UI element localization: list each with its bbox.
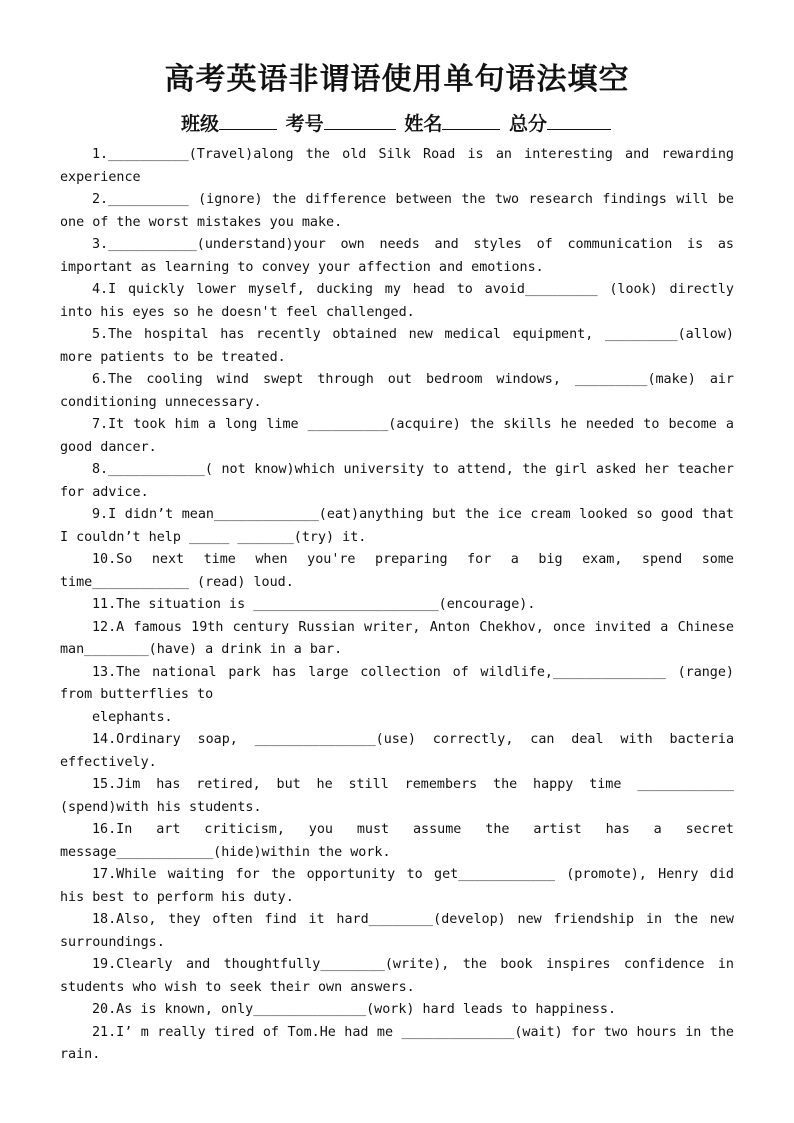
question-3: 3.___________(understand)your own needs and styles of communication is as important as learning to convey your affection and emotions. — [60, 237, 734, 275]
page-title: 高考英语非谓语使用单句语法填空 — [164, 62, 630, 97]
question-12: 12.A famous 19th century Russian writer, Anton Chekhov, once invited a Chinese man________(have) a drink in a bar. — [60, 619, 734, 657]
question-20: 20.As is known, only______________(work) hard leads to happiness. — [92, 1002, 617, 1017]
score-blank — [547, 111, 611, 130]
question-17: 17.While waiting for the opportunity to get____________ (promote), Henry did his best to perform his duty. — [60, 867, 734, 905]
question-13: 13.The national park has large collection of wildlife,______________ (range) from butterflies to — [60, 664, 734, 702]
name-blank — [442, 111, 500, 130]
number-label: 考号 — [285, 113, 324, 135]
question-4: 4.I quickly lower myself, ducking my head to avoid_________ (look) directly into his eyes so he doesn't feel challenged. — [60, 282, 734, 320]
question-11: 11.The situation is _______________________(encourage). — [92, 597, 536, 612]
question-16: 16.In art criticism, you must assume the artist has a secret message____________(hide)within the work. — [60, 822, 734, 860]
class-blank — [219, 111, 277, 130]
worksheet-page — [60, 60, 734, 1067]
question-7: 7.It took him a long lime __________(acquire) the skills he needed to become a good dancer. — [60, 417, 734, 455]
question-14: 14.Ordinary soap, _______________(use) correctly, can deal with bacteria effectively. — [60, 732, 734, 770]
question-15: 15.Jim has retired, but he still remembers the happy time ____________ (spend)with his students. — [60, 777, 734, 815]
question-21: 21.I’ m really tired of Tom.He had me ______________(wait) for two hours in the rain. — [60, 1024, 734, 1062]
name-label: 姓名 — [404, 113, 443, 135]
question-18: 18.Also, they often find it hard________(develop) new friendship in the new surroundings. — [60, 912, 734, 950]
student-info-line — [60, 110, 734, 138]
question-1: 1.__________(Travel)along the old Silk Road is an interesting and rewarding experience — [60, 147, 734, 185]
question-10: 10.So next time when you're preparing for a big exam, spend some time____________ (read) loud. — [60, 552, 734, 590]
question-8: 8.____________( not know)which university to attend, the girl asked her teacher for advice. — [60, 462, 734, 500]
question-2: 2.__________ (ignore) the difference between the two research findings will be one of the worst mistakes you make. — [60, 192, 734, 230]
question-19: 19.Clearly and thoughtfully________(write), the book inspires confidence in students who wish to seek their own answers. — [60, 957, 734, 995]
question-list — [60, 144, 734, 1067]
score-label: 总分 — [508, 113, 547, 135]
class-label: 班级 — [181, 113, 220, 135]
question-13-continued: elephants. — [92, 709, 173, 725]
number-blank — [324, 111, 396, 130]
question-9: 9.I didn’t mean_____________(eat)anything but the ice cream looked so good that I couldn’t help _____ _______(try) it. — [60, 507, 734, 545]
question-5: 5.The hospital has recently obtained new medical equipment, _________(allow) more patients to be treated. — [60, 327, 734, 365]
question-6: 6.The cooling wind swept through out bedroom windows, _________(make) air conditioning unnecessary. — [60, 372, 734, 410]
